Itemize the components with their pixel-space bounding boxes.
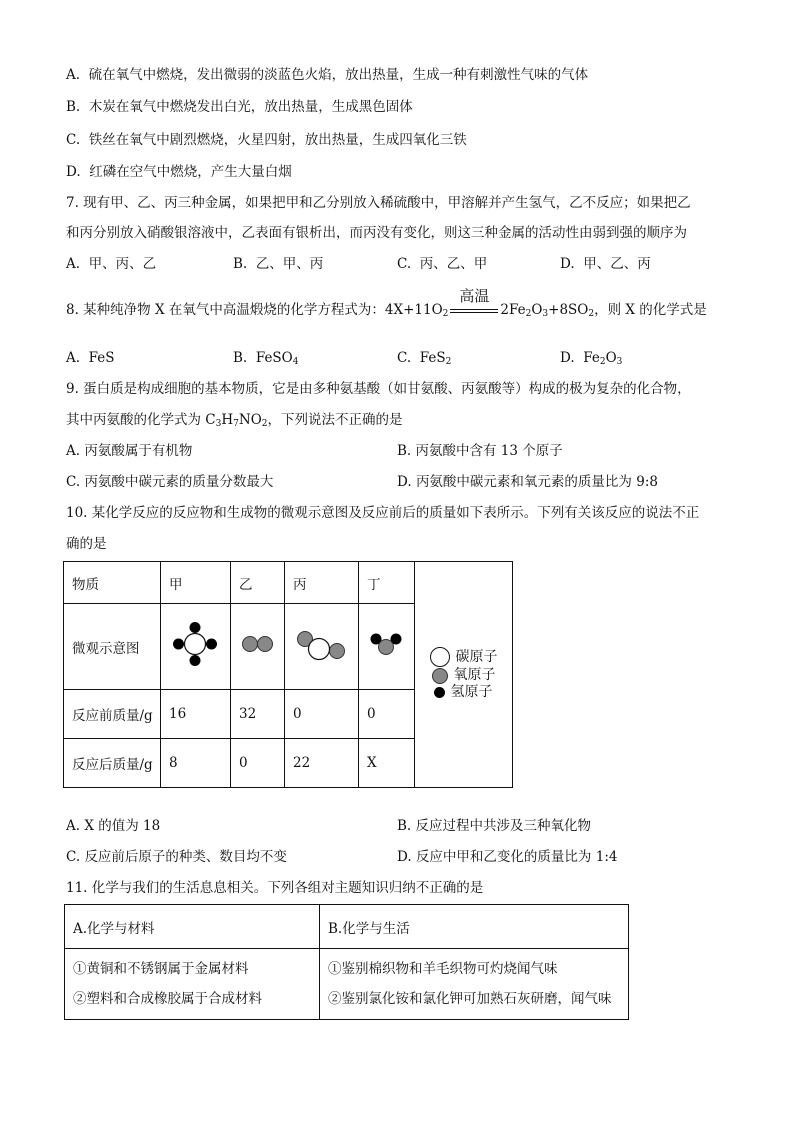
substance-yi: 乙 bbox=[231, 562, 285, 604]
q11-a-item-1: ①黄铜和不锈钢属于金属材料 bbox=[73, 961, 249, 977]
q11-table bbox=[64, 904, 629, 1020]
q7-option-c: C. 丙、乙、甲 bbox=[397, 256, 488, 272]
q10-table bbox=[63, 561, 513, 788]
substance-ding: 丁 bbox=[359, 562, 415, 604]
q9-option-d: D. 丙氨酸中碳元素和氧元素的质量比为 9:8 bbox=[397, 474, 658, 490]
molecule-ding bbox=[359, 604, 415, 690]
q7-option-d: D. 甲、乙、丙 bbox=[560, 256, 651, 272]
q11-cell-b bbox=[320, 949, 629, 1020]
q11-stem: 11. 化学与我们的生活息息相关。下列各组对主题知识归纳不正确的是 bbox=[66, 880, 484, 896]
row-header-diagram: 微观示意图 bbox=[64, 604, 161, 690]
mass-after-bing: 22 bbox=[285, 739, 359, 788]
q10-stem-line1: 10. 某化学反应的反应物和生成物的微观示意图及反应前后的质量如下表所示。下列有关该反应的说法不正 bbox=[66, 505, 700, 521]
q8-option-a: A. FeS bbox=[66, 350, 115, 366]
oxygen-atom-icon bbox=[432, 668, 448, 684]
q8-stem: 8. 某种纯净物 X 在氧气中高温煅烧的化学方程式为：$4X+11O_2$ 高温 $2Fe_2O_3+8SO_2$，则 X 的化学式是 bbox=[66, 287, 707, 319]
row-header-mass-before: 反应前质量/g bbox=[64, 690, 161, 739]
mass-after-yi: 0 bbox=[231, 739, 285, 788]
legend-oxygen: 氧原子 bbox=[430, 667, 498, 684]
methane-molecule-icon bbox=[161, 604, 230, 685]
mass-after-jia: 8 bbox=[161, 739, 231, 788]
q7-option-a: A. 甲、丙、乙 bbox=[66, 256, 157, 272]
q6-option-b: B. 木炭在氧气中燃烧发出白光，放出热量，生成黑色固体 bbox=[66, 99, 413, 115]
q11-header-a: A.化学与材料 bbox=[65, 905, 320, 949]
molecule-yi bbox=[231, 604, 285, 690]
molecule-jia bbox=[161, 604, 231, 690]
q9-stem-line2: 其中丙氨酸的化学式为 $C_3H_7NO_2$，下列说法不正确的是 bbox=[66, 412, 403, 429]
q10-option-d: D. 反应中甲和乙变化的质量比为 1:4 bbox=[397, 849, 618, 865]
mass-before-bing: 0 bbox=[285, 690, 359, 739]
mass-before-yi: 32 bbox=[231, 690, 285, 739]
q10-option-a: A. X 的值为 18 bbox=[66, 818, 161, 834]
q10-stem-line2: 确的是 bbox=[66, 536, 107, 552]
atom-legend bbox=[415, 562, 513, 788]
q10-option-c: C. 反应前后原子的种类、数目均不变 bbox=[66, 849, 287, 865]
q6-option-a: A. 硫在氧气中燃烧，发出微弱的淡蓝色火焰，放出热量，生成一种有刺激性气味的气体 bbox=[66, 67, 589, 83]
q8-option-c: C. FeS$_2$ bbox=[397, 350, 452, 367]
q8-option-d: D. $Fe_2O_3$ bbox=[560, 350, 623, 367]
q11-b-item-1: ①鉴别棉织物和羊毛织物可灼烧闻气味 bbox=[328, 961, 558, 977]
q11-b-item-2: ②鉴别氯化铵和氯化钾可加熟石灰研磨，闻气味 bbox=[328, 991, 612, 1007]
molecule-bing bbox=[285, 604, 359, 690]
q6-option-c: C. 铁丝在氧气中剧烈燃烧，火星四射，放出热量，生成四氧化三铁 bbox=[66, 132, 467, 148]
q9-option-b: B. 丙氨酸中含有 13 个原子 bbox=[397, 443, 563, 459]
hydrogen-atom-icon bbox=[434, 687, 445, 698]
q6-option-d: D. 红磷在空气中燃烧，产生大量白烟 bbox=[66, 164, 292, 180]
q8-equation-rhs: $2Fe_2O_3+8SO_2$ bbox=[500, 302, 595, 319]
q11-cell-a bbox=[65, 949, 320, 1020]
legend-hydrogen: 氢原子 bbox=[430, 684, 498, 701]
q9-stem-line1: 9. 蛋白质是构成细胞的基本物质，它是由多种氨基酸（如甘氨酸、丙氨酸等）构成的极为复杂的化合物， bbox=[66, 381, 691, 397]
q9-option-c: C. 丙氨酸中碳元素的质量分数最大 bbox=[66, 474, 274, 490]
row-header-substance: 物质 bbox=[64, 562, 161, 604]
row-header-mass-after: 反应后质量/g bbox=[64, 739, 161, 788]
substance-jia: 甲 bbox=[161, 562, 231, 604]
q8-option-b: B. FeSO$_4$ bbox=[233, 350, 299, 367]
q7-stem-line2: 和丙分别放入硝酸银溶液中，乙表面有银析出，而丙没有变化，则这三种金属的活动性由弱到强的顺序为 bbox=[66, 225, 687, 241]
legend-carbon: 碳原子 bbox=[430, 647, 498, 667]
carbon-dioxide-molecule-icon bbox=[285, 604, 358, 685]
water-molecule-icon bbox=[359, 604, 414, 685]
q11-header-b: B.化学与生活 bbox=[320, 905, 629, 949]
mass-after-ding: X bbox=[359, 739, 415, 788]
mass-before-ding: 0 bbox=[359, 690, 415, 739]
q9-option-a: A. 丙氨酸属于有机物 bbox=[66, 443, 193, 459]
oxygen-molecule-icon bbox=[231, 604, 284, 685]
q11-a-item-2: ②塑料和合成橡胶属于合成材料 bbox=[73, 991, 262, 1007]
mass-before-jia: 16 bbox=[161, 690, 231, 739]
substance-bing: 丙 bbox=[285, 562, 359, 604]
equation-condition-sign: 高温 bbox=[450, 309, 498, 313]
carbon-atom-icon bbox=[430, 647, 450, 667]
q7-option-b: B. 乙、甲、丙 bbox=[233, 256, 324, 272]
q7-stem-line1: 7. 现有甲、乙、丙三种金属，如果把甲和乙分别放入稀硫酸中，甲溶解并产生氢气，乙不反应；如果把乙 bbox=[66, 195, 691, 211]
q8-equation-lhs: $4X+11O_2$ bbox=[384, 302, 449, 319]
q10-option-b: B. 反应过程中共涉及三种氧化物 bbox=[397, 818, 592, 834]
